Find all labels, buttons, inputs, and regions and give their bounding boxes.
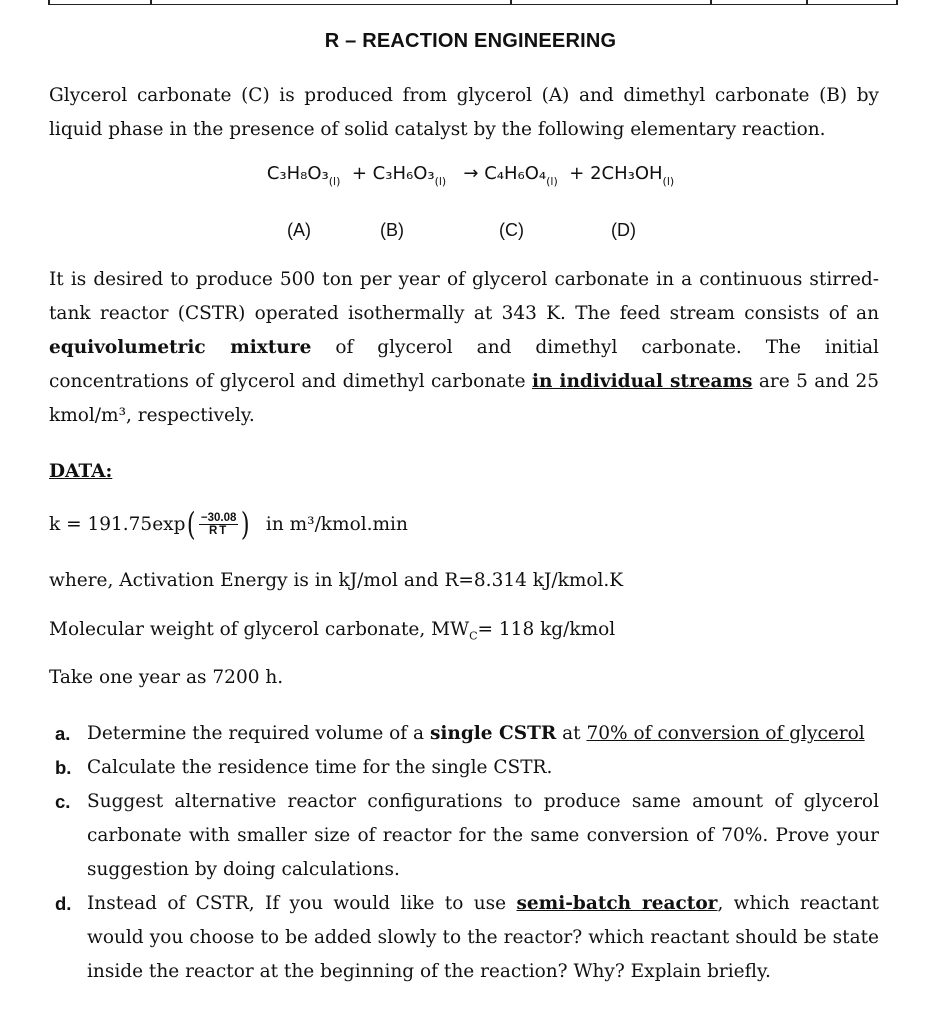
product-d: 2CH₃OH [590,163,663,184]
question-a: a. Determine the required volume of a single CSTR at 70% of conversion of glycerol [55,723,865,744]
individual-streams-emphasis: in individual streams [531,371,753,392]
year-note: Take one year as 7200 h. [49,667,284,688]
table-divider [806,0,808,5]
question-b: b. Calculate the residence time for the single CSTR. [55,757,553,778]
data-heading: DATA: [49,461,113,482]
species-label-b: (B) [380,220,404,240]
question-c: c. Suggest alternative reactor configurations to produce same amount of glycerol carbonate with smaller size of reactor for the same conversion of 70%. Prove your suggestion by doing calculations. [55,791,879,880]
activation-energy-note: where, Activation Energy is in kJ/mol and R=8.314 kJ/kmol.K [49,570,624,591]
table-divider [510,0,512,5]
molecular-weight-line: Molecular weight of glycerol carbonate, $MW_C= 118$ kg/kmol [49,619,616,643]
species-label-a: (A) [287,220,311,240]
question-list [49,717,879,989]
table-bottom-border [48,0,897,5]
page-title: R – REACTION ENGINEERING [324,30,617,52]
reaction-equation: $C_3H_8O_3_{(l)} + C_3H_6O_3_{(l)}$ → $C_4H_6O_4_{(l)} + 2CH_3OH_{(l)}$ [266,163,675,188]
species-label-d: (D) [611,220,636,240]
equivolumetric-emphasis: equivolumetric mixture [49,337,312,358]
table-divider [48,0,50,5]
table-divider [710,0,712,5]
intro-paragraph: Glycerol carbonate (C) is produced from glycerol (A) and dimethyl carbonate (B) by liquid phase in the presence of solid catalyst by the following elementary reaction. [49,85,879,140]
exponent-fraction: $\frac{-30.08}{RT}$ [200,511,237,537]
species-label-c: (C) [499,220,524,240]
table-divider [150,0,152,5]
reactant-a: C₃H₈O₃ [266,163,329,184]
reaction-arrow: → [463,163,479,184]
product-c: C₄H₆O₄ [484,163,547,184]
problem-paragraph: It is desired to produce 500 ton per year of glycerol carbonate in a continuous stirred-tank reactor (CSTR) operated isothermally at 343 K. The feed stream consists of an equivolumetric mixture of glycerol and dimethyl carbonate. The initial concentrations of glycerol and dimethyl carbonate in individual streams are 5 and 25 kmol/m³, respectively. [49,269,879,426]
table-divider [896,0,898,5]
reactant-b: C₃H₆O₃ [372,163,435,184]
question-d: d. Instead of CSTR, If you would like to use semi-batch reactor, which reactant would you choose to be added slowly to the reactor? which reactant should be state inside the reactor at the beginning of the reaction? Why? Explain briefly. [55,893,879,982]
rate-constant-equation: k = 191.75exp ( $\frac{-30.08}{RT}$ ) in m³/kmol.min [49,505,408,543]
